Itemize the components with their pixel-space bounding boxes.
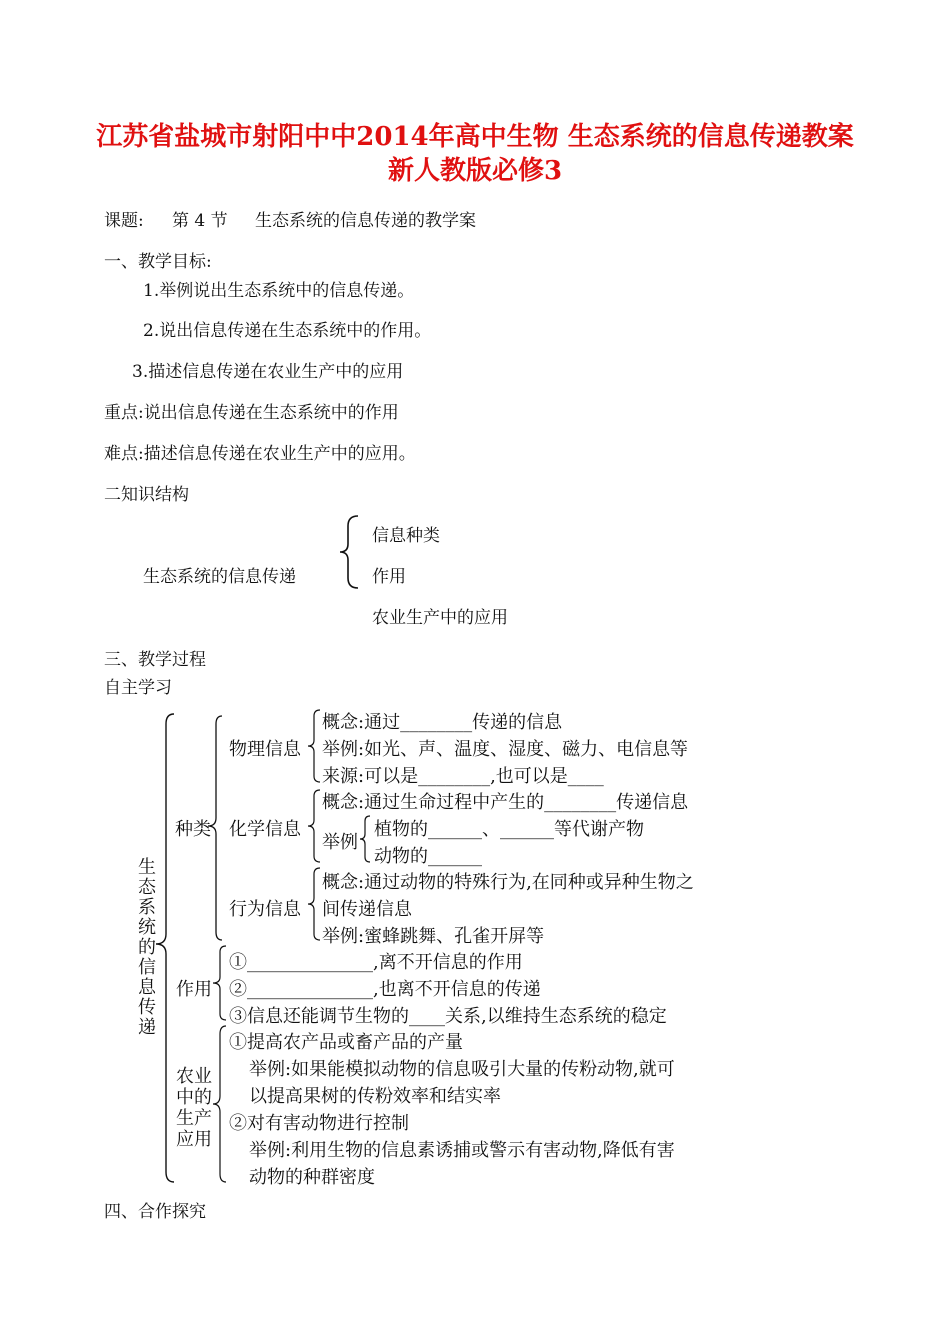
agriculture-item-1: ①提高农产品或畜产品的产量 (229, 1032, 463, 1053)
objectives-heading: 一、教学目标: (104, 252, 212, 272)
function-item-3: ③信息还能调节生物的____关系,以维持生态系统的稳定 (229, 1006, 667, 1027)
physical-source: 来源:可以是________,也可以是____ (322, 766, 604, 787)
behavior-example: 举例:蜜蜂跳舞、孔雀开屏等 (322, 926, 545, 947)
structure-branch-function: 作用 (372, 567, 406, 587)
function-item-1: ①______________,离不开信息的作用 (229, 952, 523, 973)
structure-brace-icon (336, 514, 366, 590)
agriculture-item-1-example-1: 举例:如果能模拟动物的信息吸引大量的传粉动物,就可 (249, 1059, 675, 1080)
objective-item-1: 1.举例说出生态系统中的信息传递。 (143, 281, 415, 301)
agriculture-item-2-example-1: 举例:利用生物的信息素诱捕或警示有害动物,降低有害 (249, 1140, 675, 1161)
document-title-line1: 江苏省盐城市射阳中中2014年高中生物 生态系统的信息传递教案 (96, 122, 854, 152)
topic-section: 第 4 节 (172, 211, 228, 231)
difficulty: 难点:描述信息传递在农业生产中的应用。 (104, 444, 416, 464)
chemical-animal: 动物的______ (374, 846, 482, 867)
structure-branch-agriculture: 农业生产中的应用 (372, 608, 508, 628)
agriculture-item-1-example-2: 以提高果树的传粉效率和结实率 (249, 1086, 501, 1107)
structure-heading: 二知识结构 (104, 485, 189, 505)
chemical-label: 化学信息 (229, 819, 301, 840)
agriculture-item-2-example-2: 动物的种群密度 (249, 1167, 375, 1188)
kinds-label: 种类 (175, 819, 211, 840)
topic-name: 生态系统的信息传递的教学案 (255, 211, 476, 231)
diagram-root-label: 生态系统的信息传递 (138, 857, 156, 1038)
topic-label: 课题: (104, 211, 144, 231)
objective-item-3: 3.描述信息传递在农业生产中的应用 (132, 362, 404, 382)
cooperation-heading: 四、合作探究 (104, 1202, 206, 1222)
behavior-concept-2: 间传递信息 (322, 899, 412, 920)
chemical-example-label: 举例 (322, 832, 358, 853)
function-item-2: ②______________,也离不开信息的传递 (229, 979, 541, 1000)
document-title-line2: 新人教版必修3 (387, 156, 563, 186)
physical-label: 物理信息 (229, 739, 301, 760)
physical-brace-icon (304, 708, 324, 784)
process-subheading: 自主学习 (104, 678, 172, 698)
agriculture-label: 农业中的生产应用 (176, 1066, 212, 1150)
behavior-brace-icon (304, 866, 324, 942)
chemical-brace-icon (304, 788, 324, 864)
chemical-concept: 概念:通过生命过程中产生的________传递信息 (322, 792, 689, 813)
agriculture-item-2: ②对有害动物进行控制 (229, 1113, 409, 1134)
objective-item-2: 2.说出信息传递在生态系统中的作用。 (143, 321, 432, 341)
structure-branch-kinds: 信息种类 (372, 526, 440, 546)
function-label: 作用 (176, 979, 212, 1000)
chemical-plant: 植物的______、______等代谢产物 (374, 819, 644, 840)
chemical-example-brace-icon (356, 814, 374, 864)
physical-example: 举例:如光、声、温度、湿度、磁力、电信息等 (322, 739, 689, 760)
process-heading: 三、教学过程 (104, 650, 206, 670)
behavior-label: 行为信息 (229, 899, 301, 920)
behavior-concept-1: 概念:通过动物的特殊行为,在同种或异种生物之 (322, 872, 694, 893)
key-point: 重点:说出信息传递在生态系统中的作用 (104, 403, 399, 423)
physical-concept: 概念:通过________传递的信息 (322, 712, 563, 733)
structure-root: 生态系统的信息传递 (143, 567, 296, 587)
